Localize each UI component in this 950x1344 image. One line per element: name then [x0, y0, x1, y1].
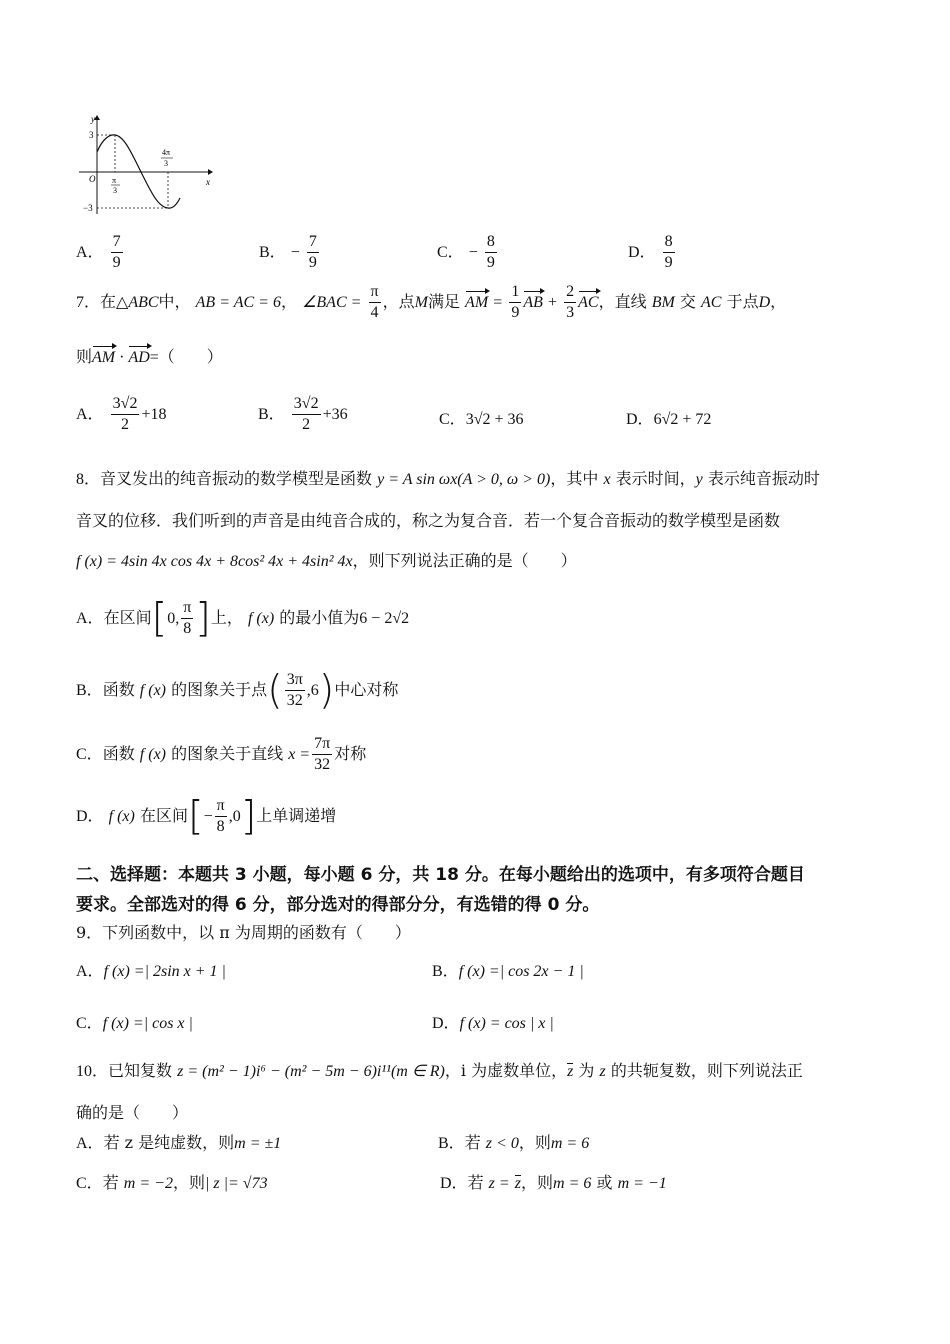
q7-option-c[interactable]: C．3√2 + 36	[439, 411, 524, 428]
q6-a-label: A．	[76, 244, 104, 261]
q6-c-label: C．	[437, 244, 464, 261]
q9-option-c[interactable]: C．f (x) =| cos x |	[76, 1015, 193, 1032]
q8-option-a[interactable]: A．在区间[0, $\frac{\pi}{8}$ ]上， f (x) 的最小值为6 − 2√2	[76, 595, 410, 642]
graph-ymax-label: 3	[89, 130, 94, 140]
q7-option-a[interactable]: A． $\frac{3√2}{2}$ +18	[76, 395, 167, 433]
q6-d-frac: $\frac{8}{9}$	[664, 233, 673, 271]
q9-option-d[interactable]: D．f (x) = cos | x |	[432, 1015, 554, 1032]
section2-heading-line2: 要求。全部选对的得 6 分，部分选对的得部分分，有选错的得 0 分。	[76, 895, 600, 915]
q7-stem-line2: 则AM · AD=（ ）	[76, 347, 223, 366]
q9-option-a[interactable]: A．f (x) =| 2sin x + 1 |	[76, 963, 226, 980]
graph-tick2-num: 4π	[162, 148, 171, 157]
graph-y-label: y	[91, 114, 95, 124]
q10-stem-line1: 10．已知复数 z = (m² − 1)i⁶ − (m² − 5m − 6)i¹¹(m ∈ R)，i 为虚数单位，z 为 z 的共轭复数，则下列说法正	[76, 1061, 803, 1080]
q6-a-frac: $\frac{7}{9}$	[112, 233, 121, 271]
q6-option-d[interactable]	[628, 232, 677, 273]
graph-tick1-den: 3	[113, 186, 117, 195]
sine-graph	[76, 112, 221, 217]
q10-stem-line2: 确的是（ ）	[76, 1103, 189, 1122]
q6-option-a[interactable]	[76, 232, 125, 273]
q6-c-sign: −	[468, 244, 478, 261]
q6-option-c[interactable]	[437, 232, 499, 273]
q6-c-frac: $\frac{8}{9}$	[486, 233, 495, 271]
q6-b-label: B．	[259, 244, 286, 261]
graph-ymin-label: −3	[83, 203, 93, 213]
q8-stem-line3: f (x) = 4sin 4x cos 4x + 8cos² 4x + 4sin² 4x，则下列说法正确的是（ ）	[76, 551, 577, 570]
q8-stem-line1: 8．音叉发出的纯音振动的数学模型是函数 y = A sin ωx(A > 0, ω > 0)，其中 x 表示时间，y 表示纯音振动时	[76, 469, 820, 488]
q10-option-b[interactable]: B．若 z < 0，则m = 6	[438, 1133, 590, 1152]
q6-b-sign: −	[290, 244, 300, 261]
graph-tick1-num: π	[112, 176, 117, 185]
graph-origin-label: O	[89, 174, 96, 184]
graph-tick2-den: 3	[164, 159, 168, 168]
q8-option-d[interactable]: D． f (x) 在区间[− $\frac{\pi}{8}$ ,0]上单调递增	[76, 793, 337, 840]
q7-option-d[interactable]: D．6√2 + 72	[626, 411, 712, 428]
q6-d-label: D．	[628, 244, 656, 261]
q8-option-b[interactable]: B．函数 f (x) 的图象关于点( $\frac{3\pi}{32}$ ,6)中心对称	[76, 667, 399, 714]
q8-option-c[interactable]: C．函数 f (x) 的图象关于直线 x = $\frac{7\pi}{32}$ 对称	[76, 735, 367, 773]
q8-stem-line2: 音叉的位移．我们听到的声音是由纯音合成的，称之为复合音．若一个复合音振动的数学模型是函数	[76, 511, 781, 530]
q9-option-b[interactable]: B．f (x) =| cos 2x − 1 |	[432, 963, 584, 980]
section2-heading-line1: 二、选择题：本题共 3 小题，每小题 6 分，共 18 分。在每小题给出的选项中，有多项符合题目	[76, 865, 805, 885]
graph-x-label: x	[206, 177, 210, 187]
q6-b-frac: $\frac{7}{9}$	[308, 233, 317, 271]
q10-option-c[interactable]: C．若 m = −2，则| z |= √73	[76, 1173, 268, 1192]
q9-stem: 9．下列函数中，以 π 为周期的函数有（ ）	[76, 923, 411, 942]
q7-option-b[interactable]: B． $\frac{3√2}{2}$ +36	[258, 395, 348, 433]
q10-option-a[interactable]: A．若 z 是纯虚数，则m = ±1	[76, 1133, 282, 1152]
q10-option-d[interactable]: D．若 z = z，则m = 6 或 m = −1	[440, 1173, 667, 1192]
q7-stem-line1: 7．在△ABC中， AB = AC = 6， ∠BAC = $\frac{\pi}{4}$ ，点M满足 AM = $\frac{1}{9}$ AB + $\frac{2}{3}$ AC，直线 BM 交 AC 于点D，	[76, 283, 787, 321]
q6-option-b[interactable]	[259, 232, 321, 273]
